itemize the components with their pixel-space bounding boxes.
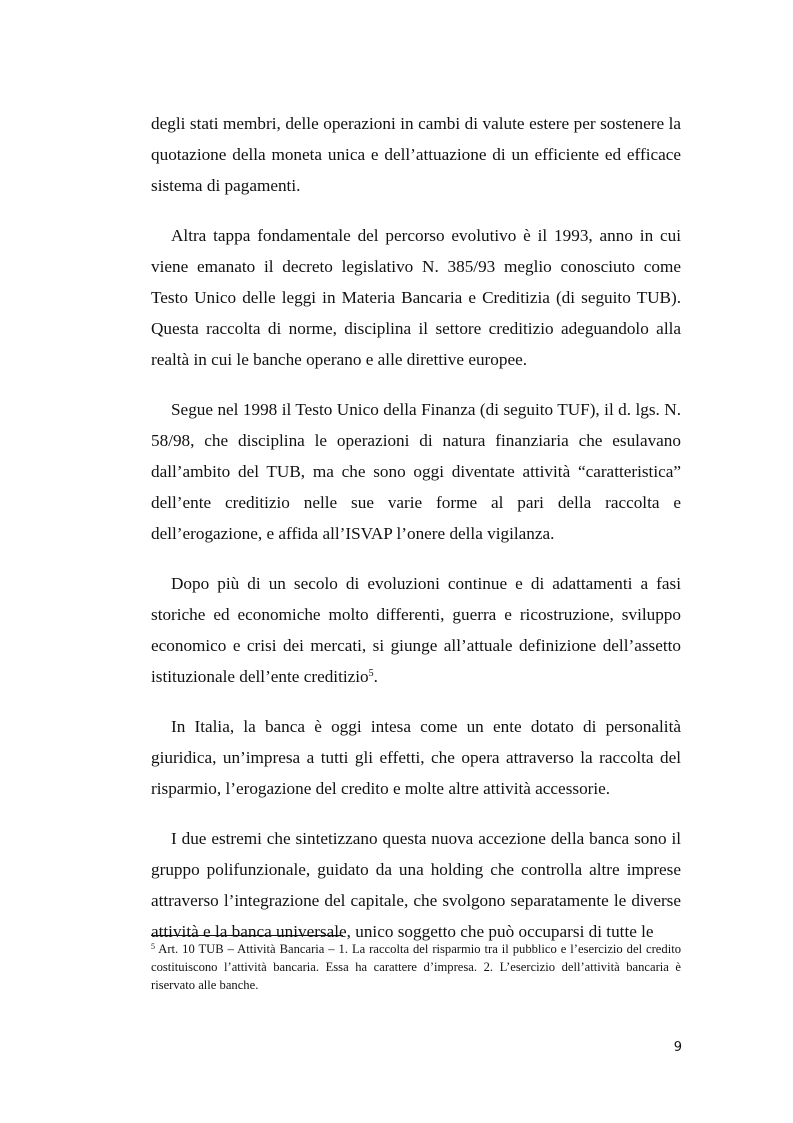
- paragraph-tub: Altra tappa fondamentale del percorso evolutivo è il 1993, anno in cui viene emanato il decreto legislativo N. 385/93 meglio conosciuto come Testo Unico delle leggi in Materia Bancaria e Creditizia (di seguito TUB). Questa raccolta di norme, disciplina il settore creditizio adeguandolo alla realtà in cui le banche operano e alle direttive europee.: [151, 226, 681, 369]
- footnote-text: Art. 10 TUB – Attività Bancaria – 1. La raccolta del risparmio tra il pubblico e l’esercizio del credito costituiscono l’attività bancaria. Essa ha carattere d’impresa. 2. L’esercizio dell’attività bancaria è riservato alle banche.: [151, 942, 681, 992]
- footnote-divider: [151, 935, 343, 936]
- body-text: [151, 108, 681, 966]
- paragraph-banca-italia: In Italia, la banca è oggi intesa come un ente dotato di personalità giuridica, un’impresa a tutti gli effetti, che opera attraverso la raccolta del risparmio, l’erogazione del credito e molte altre attività accessorie.: [151, 717, 681, 798]
- paragraph-assetto-istituzionale: [151, 568, 681, 692]
- paragraph-continuation: degli stati membri, delle operazioni in cambi di valute estere per sostenere la quotazione della moneta unica e dell’attuazione di un efficiente ed efficace sistema di pagamenti.: [151, 114, 681, 195]
- paragraph-assetto-text: Dopo più di un secolo di evoluzioni continue e di adattamenti a fasi storiche ed economiche molto differenti, guerra e ricostruzione, sviluppo economico e crisi dei mercati, si giunge all’attuale definizione dell’assetto istituzionale dell’ente creditizio: [151, 574, 681, 686]
- page-number: 9: [673, 1040, 682, 1055]
- paragraph-gruppo-polifunzionale: I due estremi che sintetizzano questa nuova accezione della banca sono il gruppo polifunzionale, guidato da una holding che controlla altre imprese attraverso l’integrazione del capitale, che svolgono separatamente le diverse attività e la banca universale, unico soggetto che può occuparsi di tutte le: [151, 829, 681, 941]
- footnote-reference: 5: [368, 668, 374, 679]
- paragraph-tuf: Segue nel 1998 il Testo Unico della Finanza (di seguito TUF), il d. lgs. N. 58/98, che disciplina le operazioni di natura finanziaria che esulavano dall’ambito del TUB, ma che sono oggi diventate attività “caratteristica” dell’ente creditizio nelle sue varie forme al pari della raccolta e dell’erogazione, e affida all’ISVAP l’onere della vigilanza.: [151, 400, 681, 543]
- paragraph-assetto-tail: .: [373, 667, 378, 686]
- footnote-number: 5: [151, 942, 155, 951]
- footnote: [151, 940, 681, 994]
